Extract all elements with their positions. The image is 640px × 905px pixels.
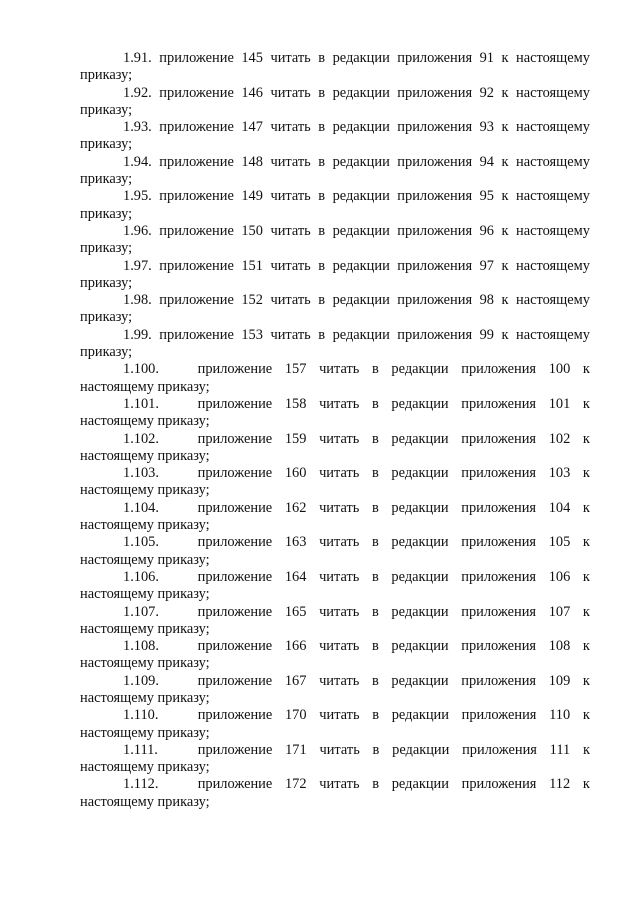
item-continuation: настоящему приказу; bbox=[80, 551, 210, 568]
word-app: приложение bbox=[197, 465, 273, 482]
appendix-number: 147 bbox=[241, 119, 263, 136]
appendix-number: 171 bbox=[285, 741, 307, 758]
word-to: к bbox=[501, 119, 509, 136]
word-read: читать bbox=[319, 499, 360, 516]
item-first-line bbox=[80, 742, 590, 759]
list-item bbox=[80, 776, 590, 811]
word-read: читать bbox=[319, 603, 360, 620]
appendix-number: 159 bbox=[284, 430, 307, 447]
word-in: в bbox=[371, 672, 379, 689]
word-read: читать bbox=[319, 638, 360, 655]
item-first-line bbox=[80, 327, 590, 344]
word-read: читать bbox=[270, 222, 311, 239]
item-continuation: настоящему приказу; bbox=[80, 655, 210, 672]
word-edition: редакции bbox=[332, 119, 390, 136]
word-in: в bbox=[372, 741, 380, 758]
word-read: читать bbox=[319, 361, 360, 378]
edition-number: 99 bbox=[479, 326, 494, 343]
word-to: к bbox=[582, 672, 590, 689]
appendix-number: 150 bbox=[241, 222, 263, 239]
word-to: к bbox=[582, 534, 590, 551]
word-app-gen: приложения bbox=[397, 188, 473, 205]
word-in: в bbox=[371, 534, 379, 551]
edition-number: 110 bbox=[549, 707, 571, 724]
appendix-number: 153 bbox=[241, 326, 263, 343]
word-edition: редакции bbox=[332, 188, 390, 205]
word-app: приложение bbox=[197, 395, 273, 412]
edition-number: 104 bbox=[548, 499, 571, 516]
list-item bbox=[80, 361, 590, 396]
word-read: читать bbox=[270, 84, 311, 101]
word-edition: редакции bbox=[332, 153, 390, 170]
word-read: читать bbox=[270, 153, 311, 170]
edition-number: 94 bbox=[479, 153, 494, 170]
word-to: к bbox=[582, 707, 590, 724]
word-to: к bbox=[582, 430, 590, 447]
item-continuation: настоящему приказу; bbox=[80, 759, 210, 776]
edition-number: 97 bbox=[479, 257, 494, 274]
word-to: к bbox=[582, 741, 590, 758]
word-edition: редакции bbox=[332, 84, 390, 101]
word-edition: редакции bbox=[332, 326, 390, 343]
item-first-line bbox=[80, 154, 590, 171]
word-edition: редакции bbox=[391, 568, 449, 585]
word-read: читать bbox=[319, 568, 360, 585]
appendix-number: 164 bbox=[284, 568, 307, 585]
word-app: приложение bbox=[197, 568, 273, 585]
list-item bbox=[80, 292, 590, 327]
word-read: читать bbox=[270, 326, 311, 343]
word-tail: настоящему bbox=[516, 188, 590, 205]
item-number: 1.104. bbox=[123, 499, 159, 516]
edition-number: 112 bbox=[549, 776, 571, 793]
word-in: в bbox=[318, 257, 326, 274]
word-in: в bbox=[371, 361, 379, 378]
word-in: в bbox=[371, 568, 379, 585]
word-app-gen: приложения bbox=[461, 499, 537, 516]
word-edition: редакции bbox=[332, 222, 390, 239]
word-to: к bbox=[501, 292, 509, 309]
item-continuation: настоящему приказу; bbox=[80, 793, 210, 810]
item-first-line bbox=[80, 707, 590, 724]
item-number: 1.93. bbox=[123, 119, 152, 136]
word-app-gen: приложения bbox=[397, 222, 473, 239]
word-in: в bbox=[372, 707, 380, 724]
item-first-line bbox=[80, 569, 590, 586]
item-first-line bbox=[80, 604, 590, 621]
item-continuation: настоящему приказу; bbox=[80, 378, 210, 395]
word-read: читать bbox=[319, 465, 360, 482]
item-continuation: настоящему приказу; bbox=[80, 482, 210, 499]
list-item bbox=[80, 569, 590, 604]
item-first-line bbox=[80, 119, 590, 136]
word-app: приложение bbox=[197, 603, 273, 620]
appendix-number: 172 bbox=[284, 776, 307, 793]
word-app: приложение bbox=[159, 292, 234, 309]
word-app-gen: приложения bbox=[461, 430, 537, 447]
word-edition: редакции bbox=[391, 395, 449, 412]
item-continuation: настоящему приказу; bbox=[80, 517, 210, 534]
item-continuation: приказу; bbox=[80, 136, 133, 153]
word-to: к bbox=[501, 84, 509, 101]
amendment-list bbox=[80, 50, 590, 811]
appendix-number: 158 bbox=[284, 395, 307, 412]
edition-number: 96 bbox=[479, 222, 494, 239]
list-item bbox=[80, 534, 590, 569]
list-item bbox=[80, 223, 590, 258]
edition-number: 105 bbox=[548, 534, 571, 551]
word-app-gen: приложения bbox=[461, 465, 537, 482]
word-to: к bbox=[582, 776, 590, 793]
appendix-number: 157 bbox=[284, 361, 307, 378]
word-in: в bbox=[318, 84, 326, 101]
word-in: в bbox=[371, 603, 379, 620]
word-to: к bbox=[582, 638, 590, 655]
item-number: 1.103. bbox=[123, 465, 159, 482]
appendix-number: 152 bbox=[241, 292, 263, 309]
word-to: к bbox=[582, 395, 590, 412]
word-edition: редакции bbox=[391, 361, 449, 378]
word-in: в bbox=[318, 50, 326, 66]
word-to: к bbox=[582, 603, 590, 620]
edition-number: 101 bbox=[548, 395, 571, 412]
item-first-line bbox=[80, 85, 590, 102]
item-number: 1.101. bbox=[123, 395, 159, 412]
word-read: читать bbox=[270, 188, 311, 205]
word-app: приложение bbox=[159, 84, 234, 101]
word-app-gen: приложения bbox=[397, 84, 473, 101]
word-app-gen: приложения bbox=[397, 153, 473, 170]
word-to: к bbox=[582, 568, 590, 585]
item-first-line bbox=[80, 223, 590, 240]
item-continuation: настоящему приказу; bbox=[80, 620, 210, 637]
word-in: в bbox=[318, 292, 326, 309]
word-in: в bbox=[372, 776, 380, 793]
item-first-line bbox=[80, 500, 590, 517]
word-edition: редакции bbox=[391, 776, 449, 793]
list-item bbox=[80, 638, 590, 673]
item-first-line bbox=[80, 361, 590, 378]
edition-number: 108 bbox=[548, 638, 571, 655]
word-edition: редакции bbox=[332, 50, 390, 66]
item-number: 1.106. bbox=[123, 568, 159, 585]
list-item bbox=[80, 707, 590, 742]
appendix-number: 149 bbox=[241, 188, 263, 205]
word-edition: редакции bbox=[392, 741, 450, 758]
appendix-number: 145 bbox=[241, 50, 263, 66]
edition-number: 106 bbox=[548, 568, 571, 585]
edition-number: 92 bbox=[479, 84, 494, 101]
item-first-line bbox=[80, 292, 590, 309]
word-app-gen: приложения bbox=[397, 326, 473, 343]
edition-number: 91 bbox=[479, 50, 494, 66]
word-edition: редакции bbox=[332, 292, 390, 309]
item-continuation: приказу; bbox=[80, 240, 133, 257]
word-to: к bbox=[582, 465, 590, 482]
word-app: приложение bbox=[159, 257, 234, 274]
appendix-number: 170 bbox=[284, 707, 307, 724]
word-in: в bbox=[318, 119, 326, 136]
word-app-gen: приложения bbox=[397, 50, 473, 66]
edition-number: 102 bbox=[548, 430, 571, 447]
edition-number: 98 bbox=[479, 292, 494, 309]
item-number: 1.95. bbox=[123, 188, 152, 205]
word-app-gen: приложения bbox=[461, 672, 537, 689]
item-continuation: приказу; bbox=[80, 344, 133, 361]
word-in: в bbox=[371, 395, 379, 412]
word-app: приложение bbox=[197, 741, 273, 758]
word-app-gen: приложения bbox=[462, 741, 537, 758]
word-app-gen: приложения bbox=[461, 707, 537, 724]
word-in: в bbox=[371, 430, 379, 447]
word-app-gen: приложения bbox=[397, 119, 473, 136]
item-continuation: настоящему приказу; bbox=[80, 413, 210, 430]
list-item bbox=[80, 500, 590, 535]
appendix-number: 151 bbox=[241, 257, 263, 274]
word-in: в bbox=[371, 638, 379, 655]
item-continuation: приказу; bbox=[80, 171, 133, 188]
word-app-gen: приложения bbox=[397, 257, 473, 274]
item-number: 1.92. bbox=[123, 84, 152, 101]
word-tail: настоящему bbox=[516, 153, 590, 170]
word-app: приложение bbox=[197, 707, 273, 724]
word-read: читать bbox=[270, 50, 311, 66]
item-continuation: приказу; bbox=[80, 67, 133, 84]
word-app: приложение bbox=[197, 776, 273, 793]
appendix-number: 163 bbox=[284, 534, 307, 551]
list-item bbox=[80, 85, 590, 120]
appendix-number: 160 bbox=[284, 465, 307, 482]
item-continuation: настоящему приказу; bbox=[80, 447, 210, 464]
item-first-line bbox=[80, 638, 590, 655]
word-to: к bbox=[501, 222, 509, 239]
word-app: приложение bbox=[197, 638, 273, 655]
item-number: 1.102. bbox=[123, 430, 159, 447]
edition-number: 107 bbox=[548, 603, 571, 620]
item-number: 1.109. bbox=[123, 672, 159, 689]
word-tail: настоящему bbox=[516, 257, 590, 274]
list-item bbox=[80, 154, 590, 189]
item-number: 1.112. bbox=[123, 776, 159, 793]
word-in: в bbox=[318, 153, 326, 170]
word-read: читать bbox=[319, 776, 360, 793]
word-app: приложение bbox=[197, 430, 273, 447]
appendix-number: 165 bbox=[284, 603, 307, 620]
word-app: приложение bbox=[159, 119, 234, 136]
word-to: к bbox=[582, 361, 590, 378]
word-tail: настоящему bbox=[516, 50, 590, 66]
appendix-number: 167 bbox=[284, 672, 307, 689]
item-first-line bbox=[80, 396, 590, 413]
word-app: приложение bbox=[159, 188, 234, 205]
word-app-gen: приложения bbox=[461, 568, 537, 585]
list-item bbox=[80, 327, 590, 362]
word-app-gen: приложения bbox=[461, 395, 537, 412]
item-number: 1.98. bbox=[123, 292, 152, 309]
edition-number: 100 bbox=[548, 361, 571, 378]
word-in: в bbox=[371, 499, 379, 516]
word-edition: редакции bbox=[332, 257, 390, 274]
word-app-gen: приложения bbox=[461, 776, 537, 793]
word-tail: настоящему bbox=[516, 222, 590, 239]
word-read: читать bbox=[270, 292, 311, 309]
word-edition: редакции bbox=[391, 534, 449, 551]
word-app: приложение bbox=[159, 50, 234, 66]
item-number: 1.94. bbox=[123, 153, 152, 170]
item-first-line bbox=[80, 776, 590, 793]
item-number: 1.96. bbox=[123, 222, 152, 239]
word-to: к bbox=[501, 50, 509, 66]
list-item bbox=[80, 604, 590, 639]
item-continuation: приказу; bbox=[80, 205, 133, 222]
item-number: 1.99. bbox=[123, 326, 152, 343]
item-first-line bbox=[80, 534, 590, 551]
word-edition: редакции bbox=[391, 672, 449, 689]
word-tail: настоящему bbox=[516, 326, 590, 343]
item-number: 1.91. bbox=[123, 50, 152, 66]
word-app: приложение bbox=[197, 672, 273, 689]
word-app-gen: приложения bbox=[461, 534, 537, 551]
word-in: в bbox=[318, 326, 326, 343]
edition-number: 93 bbox=[479, 119, 494, 136]
list-item bbox=[80, 119, 590, 154]
word-read: читать bbox=[270, 257, 311, 274]
appendix-number: 148 bbox=[241, 153, 263, 170]
list-item bbox=[80, 465, 590, 500]
word-read: читать bbox=[319, 741, 360, 758]
item-number: 1.111. bbox=[123, 741, 158, 758]
appendix-number: 162 bbox=[284, 499, 307, 516]
word-tail: настоящему bbox=[516, 84, 590, 101]
item-continuation: приказу; bbox=[80, 309, 133, 326]
word-edition: редакции bbox=[391, 430, 449, 447]
word-edition: редакции bbox=[391, 707, 449, 724]
word-edition: редакции bbox=[391, 603, 449, 620]
list-item bbox=[80, 188, 590, 223]
item-number: 1.108. bbox=[123, 638, 159, 655]
word-tail: настоящему bbox=[516, 119, 590, 136]
word-read: читать bbox=[319, 430, 360, 447]
word-read: читать bbox=[319, 672, 360, 689]
edition-number: 109 bbox=[548, 672, 571, 689]
edition-number: 95 bbox=[479, 188, 494, 205]
item-first-line bbox=[80, 465, 590, 482]
item-continuation: настоящему приказу; bbox=[80, 724, 210, 741]
word-in: в bbox=[318, 222, 326, 239]
item-first-line bbox=[80, 431, 590, 448]
word-edition: редакции bbox=[391, 465, 449, 482]
item-number: 1.100. bbox=[123, 361, 159, 378]
word-app-gen: приложения bbox=[461, 361, 537, 378]
list-item bbox=[80, 396, 590, 431]
word-app: приложение bbox=[197, 361, 273, 378]
list-item bbox=[80, 258, 590, 293]
item-first-line bbox=[80, 673, 590, 690]
item-continuation: приказу; bbox=[80, 274, 133, 291]
word-edition: редакции bbox=[391, 499, 449, 516]
word-in: в bbox=[318, 188, 326, 205]
word-app: приложение bbox=[197, 499, 273, 516]
word-app-gen: приложения bbox=[397, 292, 473, 309]
edition-number: 103 bbox=[548, 465, 571, 482]
word-read: читать bbox=[319, 707, 360, 724]
word-edition: редакции bbox=[391, 638, 449, 655]
item-continuation: приказу; bbox=[80, 101, 133, 118]
item-first-line bbox=[80, 258, 590, 275]
word-app: приложение bbox=[159, 153, 234, 170]
appendix-number: 166 bbox=[284, 638, 307, 655]
item-first-line bbox=[80, 50, 590, 67]
list-item bbox=[80, 431, 590, 466]
word-app: приложение bbox=[159, 222, 234, 239]
word-to: к bbox=[582, 499, 590, 516]
item-first-line bbox=[80, 188, 590, 205]
list-item bbox=[80, 673, 590, 708]
list-item bbox=[80, 742, 590, 777]
word-read: читать bbox=[319, 534, 360, 551]
word-app-gen: приложения bbox=[461, 603, 537, 620]
word-in: в bbox=[371, 465, 379, 482]
word-tail: настоящему bbox=[516, 292, 590, 309]
appendix-number: 146 bbox=[241, 84, 263, 101]
item-number: 1.110. bbox=[123, 707, 159, 724]
word-read: читать bbox=[270, 119, 311, 136]
word-to: к bbox=[501, 188, 509, 205]
word-app: приложение bbox=[197, 534, 273, 551]
edition-number: 111 bbox=[549, 741, 571, 758]
item-number: 1.107. bbox=[123, 603, 159, 620]
item-continuation: настоящему приказу; bbox=[80, 689, 210, 706]
item-number: 1.105. bbox=[123, 534, 159, 551]
item-number: 1.97. bbox=[123, 257, 152, 274]
word-app: приложение bbox=[159, 326, 234, 343]
word-read: читать bbox=[319, 395, 360, 412]
word-app-gen: приложения bbox=[461, 638, 537, 655]
word-to: к bbox=[501, 153, 509, 170]
word-to: к bbox=[501, 257, 509, 274]
item-continuation: настоящему приказу; bbox=[80, 586, 210, 603]
list-item bbox=[80, 50, 590, 85]
word-to: к bbox=[501, 326, 509, 343]
